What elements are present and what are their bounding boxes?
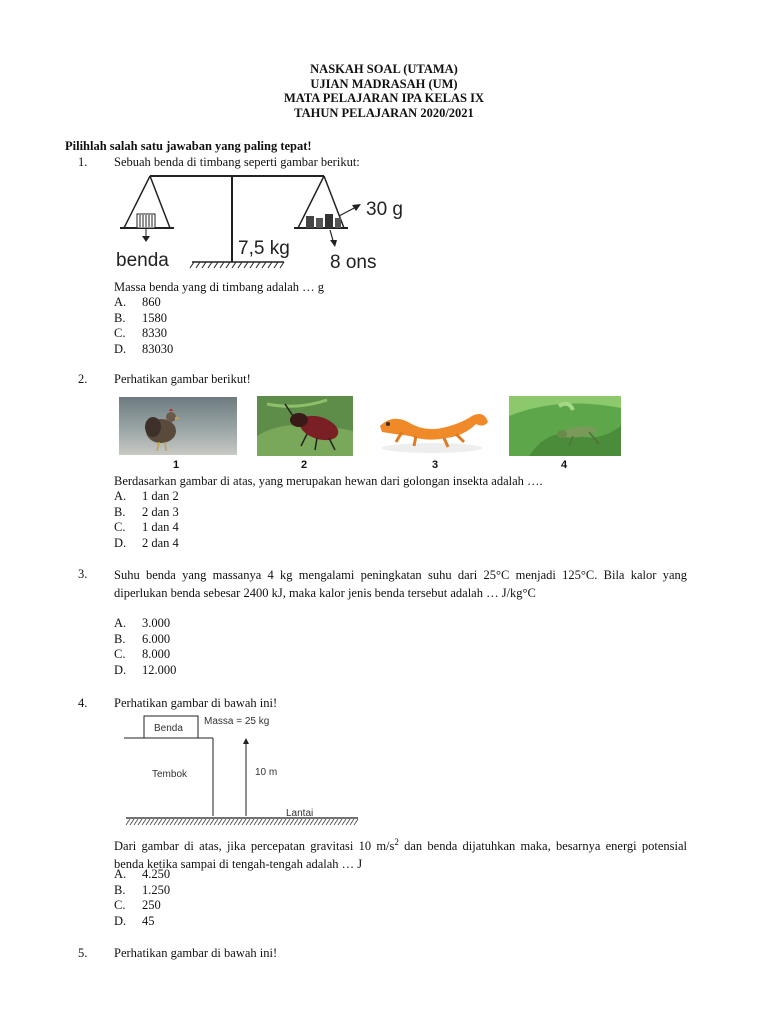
scale-label-kg: 7,5 kg	[238, 238, 290, 259]
q2-option-a[interactable]: A. 1 dan 2	[114, 489, 179, 503]
q4-option-b[interactable]: B. 1.250	[114, 882, 171, 897]
image-label-1: 1	[173, 459, 180, 471]
figure-label-height: 10 m	[255, 767, 278, 778]
header-year: TAHUN PELAJARAN 2020/2021	[294, 105, 474, 120]
scale-label-ons: 8 ons	[330, 252, 377, 273]
exam-header	[0, 62, 768, 120]
q2-text: Perhatikan gambar berikut!	[114, 372, 251, 386]
image-label-2: 2	[301, 459, 308, 471]
gecko-image	[372, 398, 494, 456]
q3-options	[114, 616, 176, 678]
q4-option-a[interactable]: A. 4.250	[114, 867, 171, 881]
q4-text: Perhatikan gambar di bawah ini!	[114, 696, 278, 710]
q3-text: Suhu benda yang massanya 4 kg mengalami peningkatan suhu dari 25°C menjadi 125°C. Bila kalor yang diperlukan benda sebesar 2400 kJ, maka kalor jenis benda tersebut adalah … J/kg°C	[114, 568, 687, 600]
q3-option-a[interactable]: A. 3.000	[114, 616, 171, 630]
figure-label-tembok: Tembok	[152, 769, 188, 780]
header-title: NASKAH SOAL (UTAMA)	[310, 62, 458, 76]
q4-option-d[interactable]: D. 45	[114, 913, 155, 928]
q1-text: Sebuah benda di timbang seperti gambar berikut:	[114, 155, 360, 169]
q2-number: 2.	[78, 372, 88, 386]
instruction: Pilihlah salah satu jawaban yang paling tepat!	[65, 139, 312, 153]
header-exam: UJIAN MADRASAH (UM)	[310, 76, 458, 91]
image-label-4: 4	[561, 459, 568, 471]
q1-option-c[interactable]: C. 8330	[114, 326, 167, 340]
q1-options	[114, 295, 173, 357]
q4-number: 4.	[78, 696, 88, 710]
wall-drop-figure	[122, 710, 362, 830]
q4-option-c[interactable]: C. 250	[114, 898, 161, 912]
beetle-image	[257, 396, 353, 456]
q4-question: Dari gambar di atas, jika percepatan gravitasi 10 $m/s^2$ dan benda dijatuhkan maka, besarnya energi potensial benda ketika sampai di tengah-tengah adalah … J	[114, 837, 687, 871]
q2-option-b[interactable]: B. 2 dan 3	[114, 504, 179, 519]
grasshopper-image	[509, 396, 621, 456]
q2-options	[114, 489, 179, 551]
balance-scale-figure	[112, 170, 422, 275]
q1-number: 1.	[78, 155, 88, 169]
figure-label-massa: Massa = 25 kg	[204, 716, 270, 727]
image-label-3: 3	[432, 459, 439, 471]
q1-option-a[interactable]: A. 860	[114, 295, 161, 309]
q1-option-b[interactable]: B. 1580	[114, 310, 167, 325]
scale-label-g: 30 g	[366, 199, 403, 220]
q1-question: Massa benda yang di timbang adalah … g	[114, 280, 325, 294]
q2-option-d[interactable]: D. 2 dan 4	[114, 535, 179, 550]
q3-number: 3.	[78, 567, 88, 581]
q3-option-b[interactable]: B. 6.000	[114, 631, 171, 646]
scale-label-benda: benda	[116, 250, 169, 271]
q1-option-d[interactable]: D. 83030	[114, 341, 174, 356]
header-subject: MATA PELAJARAN IPA KELAS IX	[283, 91, 485, 105]
q2-option-c[interactable]: C. 1 dan 4	[114, 520, 179, 534]
q3-option-d[interactable]: D. 12.000	[114, 662, 177, 677]
q4-options	[114, 867, 170, 929]
q5-text: Perhatikan gambar di bawah ini!	[114, 946, 278, 960]
figure-label-lantai: Lantai	[286, 808, 314, 819]
q3-option-c[interactable]: C. 8.000	[114, 647, 171, 661]
q2-question: Berdasarkan gambar di atas, yang merupakan hewan dari golongan insekta adalah ….	[114, 474, 543, 488]
chicken-image	[119, 397, 237, 455]
figure-label-benda: Benda	[154, 723, 183, 734]
q5-number: 5.	[78, 946, 88, 960]
